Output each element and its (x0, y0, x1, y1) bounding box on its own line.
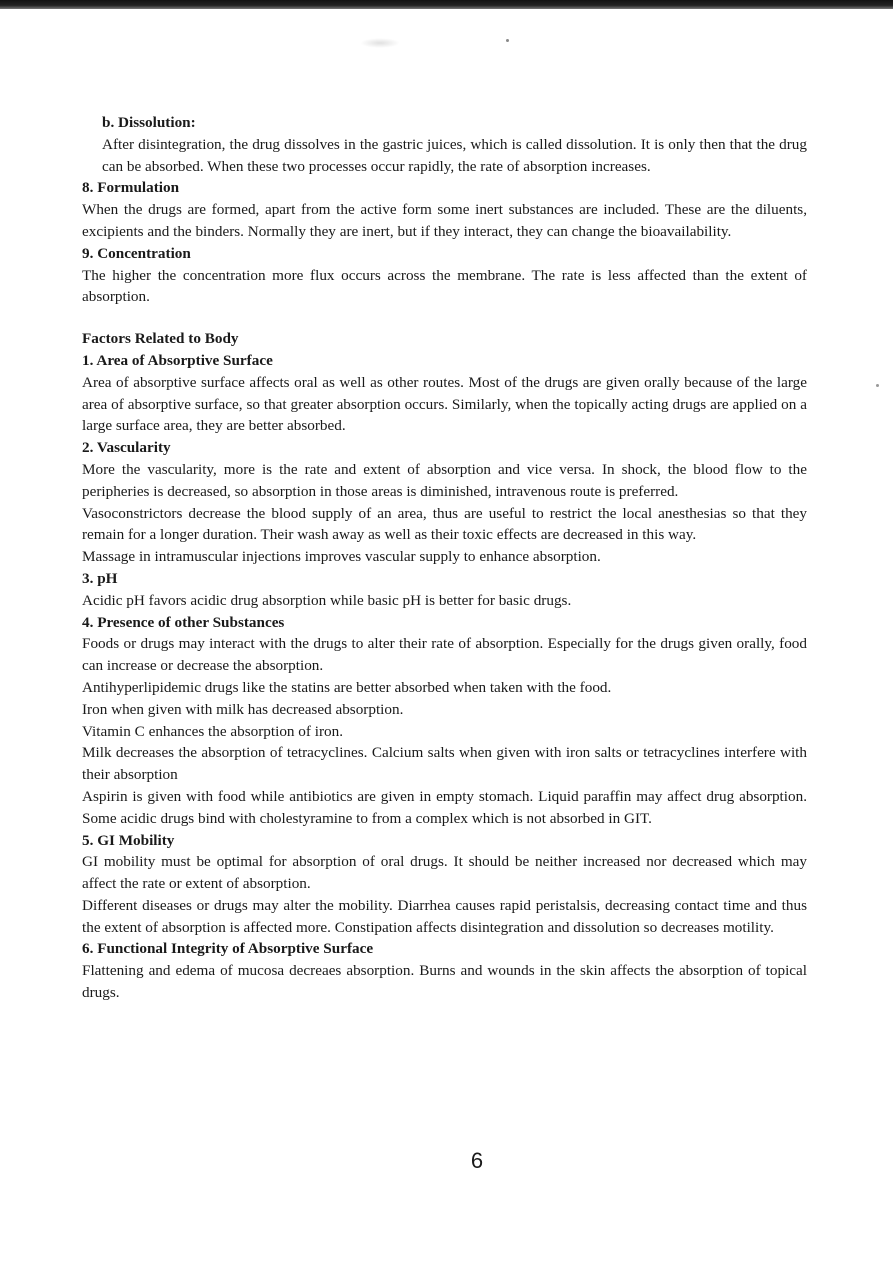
paragraph: Antihyperlipidemic drugs like the statins are better absorbed when taken with the food. (82, 678, 612, 696)
section-heading: 8. Formulation (82, 179, 180, 197)
scan-smudge (360, 38, 400, 48)
paragraph: Acidic pH favors acidic drug absorption while basic pH is better for basic drugs. (82, 591, 572, 609)
section-gi-mobility (82, 830, 807, 939)
section-heading: 5. GI Mobility (82, 831, 175, 849)
margin-dot (876, 384, 879, 387)
section-heading: 9. Concentration (82, 244, 191, 262)
section-functional-integrity (82, 938, 807, 1003)
section-dissolution (82, 112, 807, 177)
section-heading: 4. Presence of other Substances (82, 613, 285, 631)
paragraph: Iron when given with milk has decreased absorption. (82, 700, 404, 718)
section-heading: 6. Functional Integrity of Absorptive Surface (82, 940, 374, 958)
section-other-substances (82, 612, 807, 830)
paragraph: More the vascularity, more is the rate and extent of absorption and vice versa. In shock, the blood flow to the peripheries is decreased, so absorption in those areas is diminished, intravenous route is preferred. (82, 460, 807, 500)
paragraph: When the drugs are formed, apart from the active form some inert substances are included. These are the diluents, excipients and the binders. Normally they are inert, but if they interact, they can change the bioavailability. (82, 201, 807, 240)
paragraph: Milk decreases the absorption of tetracyclines. Calcium salts when given with iron salts or tetracyclines interfere with their absorption (82, 744, 807, 784)
paragraph: The higher the concentration more flux occurs across the membrane. The rate is less affected than the extent of absorption. (82, 266, 807, 306)
section-concentration (82, 243, 807, 308)
section-heading: 2. Vascularity (82, 439, 171, 457)
scan-top-edge (0, 0, 893, 9)
section-heading: b. Dissolution: (102, 114, 196, 131)
paragraph: Aspirin is given with food while antibiotics are given in empty stomach. Liquid paraffin may affect drug absorption. Some acidic drugs bind with cholestyramine to from a complex which is not absorbed in GIT. (82, 787, 807, 827)
paragraph: Foods or drugs may interact with the drugs to alter their rate of absorption. Especially for the drugs given orally, food can increase or decrease the absorption. (82, 635, 807, 675)
section-area (82, 350, 807, 437)
section-heading: 3. pH (82, 569, 118, 587)
paragraph: Area of absorptive surface affects oral as well as other routes. Most of the drugs are given orally because of the large area of absorptive surface, so that greater absorption occurs. Similarly, when the topically acting drugs are applied on a large surface area, they are better absorbed. (82, 373, 807, 435)
paragraph: After disintegration, the drug dissolves in the gastric juices, which is called dissolution. It is only then that the drug can be absorbed. When these two processes occur rapidly, the rate of absorption increases. (102, 135, 807, 175)
body-factors-title: Factors Related to Body (82, 330, 239, 348)
paragraph: Vasoconstrictors decrease the blood supply of an area, thus are useful to restrict the local anesthesias so that they remain for a longer duration. Their wash away as well as their toxic effects are decreased in this way. (82, 504, 807, 544)
paragraph: Different diseases or drugs may alter the mobility. Diarrhea causes rapid peristalsis, decreasing contact time and thus the extent of absorption is affected more. Constipation affects disintegration and dissolution so decreases motility. (82, 896, 807, 936)
section-heading: 1. Area of Absorptive Surface (82, 351, 273, 369)
paragraph: Massage in intramuscular injections improves vascular supply to enhance absorption. (82, 548, 601, 566)
paragraph: GI mobility must be optimal for absorption of oral drugs. It should be neither increased nor decreased which may affect the rate or extent of absorption. (82, 853, 807, 893)
document-page (82, 112, 807, 1004)
paragraph: Flattening and edema of mucosa decreaes absorption. Burns and wounds in the skin affects the absorption of topical drugs. (82, 962, 807, 1002)
section-gap (82, 308, 807, 328)
page-number: 6 (470, 1148, 484, 1173)
section-formulation (82, 177, 807, 242)
paragraph: Vitamin C enhances the absorption of iron. (82, 722, 344, 740)
section-vascularity (82, 437, 807, 568)
section-ph (82, 568, 807, 612)
scan-dot (506, 39, 509, 42)
